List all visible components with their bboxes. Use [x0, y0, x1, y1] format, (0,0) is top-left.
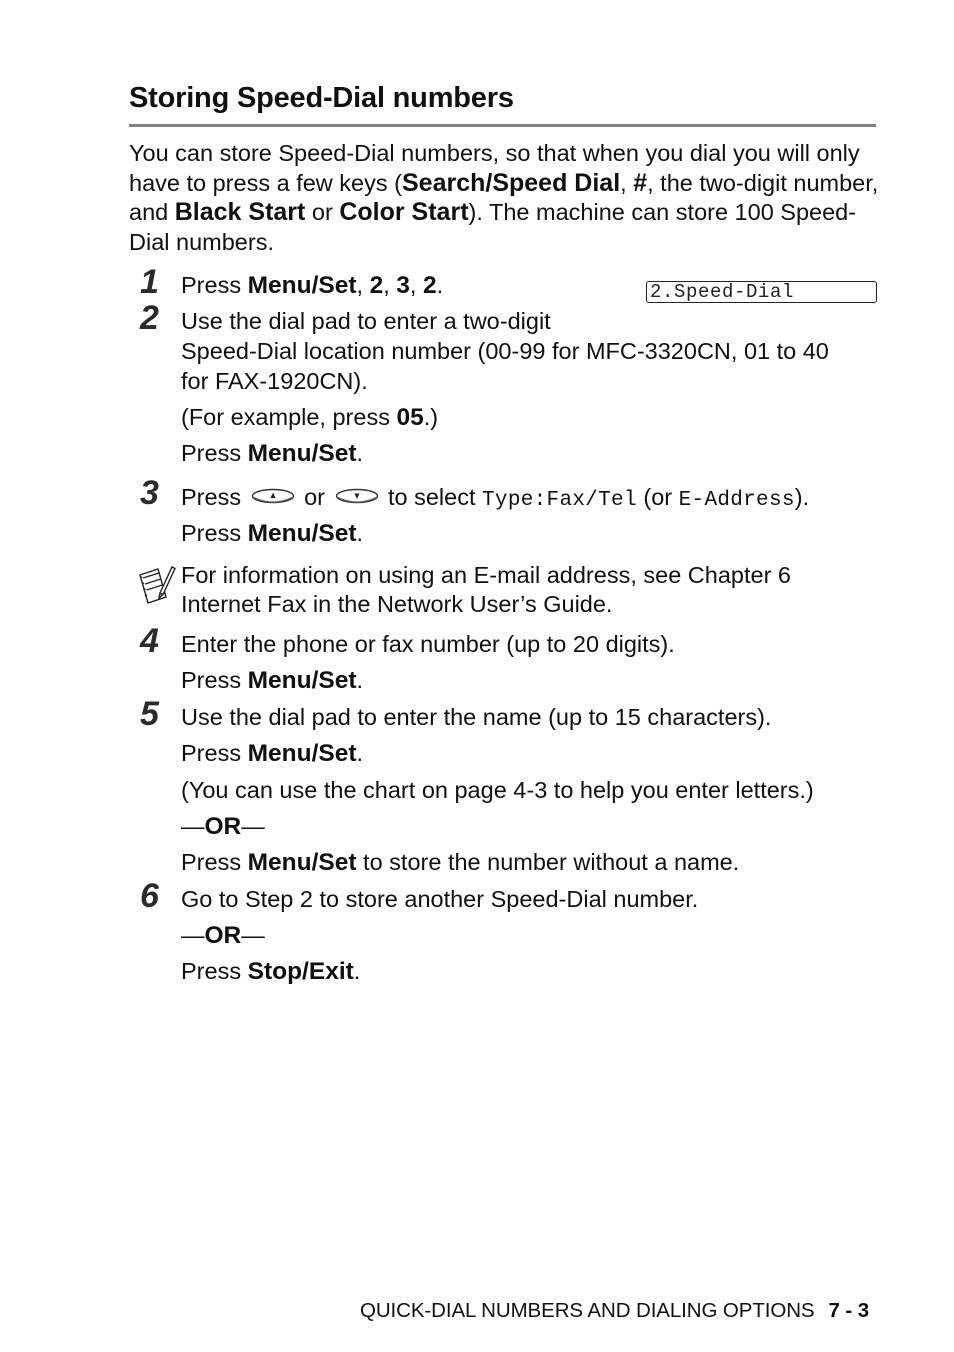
step-5-alt: [181, 848, 739, 878]
step-text: Press: [181, 740, 248, 766]
step-5-press: [181, 739, 363, 769]
step-3-press: [181, 519, 363, 549]
hash-key: #: [633, 168, 648, 197]
intro-text: You can store Speed-Dial numbers, so that when you dial you will only have to press a few keys (: [129, 140, 860, 196]
intro-text: ,: [620, 169, 634, 196]
or-word: OR: [204, 813, 242, 840]
menu-set-key: Menu/Set: [247, 440, 357, 467]
step-number-2: 2: [140, 299, 159, 337]
dash: —: [241, 922, 265, 948]
dash: —: [241, 813, 265, 839]
color-start-key: Color Start: [339, 198, 469, 226]
step-text: Press: [181, 272, 248, 298]
option-e-address: E-Address: [678, 489, 795, 512]
dash: —: [181, 813, 205, 839]
step-number-1: 1: [140, 263, 159, 301]
note-line-1: For information on using an E-mail address, see Chapter 6: [181, 562, 792, 588]
step-text: .): [423, 404, 439, 430]
step-text: (or: [636, 484, 679, 510]
step-text: (For example, press: [181, 404, 397, 430]
or-separator: [181, 921, 265, 951]
stop-exit-key: Stop/Exit: [247, 958, 354, 985]
black-start-key: Black Start: [174, 198, 306, 226]
option-type-fax-tel: Type:Fax/Tel: [482, 489, 637, 512]
step-text: Press: [181, 849, 248, 875]
step-2-example: [181, 403, 438, 433]
separator: ,: [356, 272, 370, 298]
heading-rule: [129, 124, 876, 127]
intro-paragraph: [129, 139, 879, 257]
step-2-line-1: Use the dial pad to enter a two-digit: [181, 308, 551, 334]
lcd-display: 2.Speed-Dial: [646, 281, 877, 303]
period: .: [436, 272, 444, 298]
search-speed-dial-key: Search/Speed Dial: [401, 168, 621, 197]
key-3: 3: [396, 272, 410, 299]
menu-set-key: Menu/Set: [247, 849, 357, 876]
step-6-line-1: Go to Step 2 to store another Speed-Dial number.: [181, 886, 699, 912]
step-5-chart-note: (You can use the chart on page 4-3 to help you enter letters.): [181, 777, 814, 803]
page-footer: [360, 1299, 869, 1323]
menu-set-key: Menu/Set: [247, 520, 357, 547]
intro-text: or: [305, 199, 340, 225]
step-text: Press: [181, 484, 242, 510]
menu-set-key: Menu/Set: [247, 667, 357, 694]
step-4-line-1: Enter the phone or fax number (up to 20 digits).: [181, 631, 675, 657]
or-word: OR: [204, 922, 242, 949]
note-line-2: Internet Fax in the Network User’s Guide.: [181, 591, 613, 617]
separator: ,: [409, 272, 423, 298]
note-pad-pencil-icon: [136, 563, 176, 610]
down-arrow-key-icon: [335, 482, 379, 512]
step-number-5: 5: [140, 695, 159, 733]
dash: —: [181, 922, 205, 948]
period: .: [356, 520, 364, 546]
up-arrow-key-icon: [251, 482, 295, 512]
intro-text: , the two-digit number, and: [129, 169, 879, 225]
key-05: 05: [396, 404, 424, 431]
step-2-line-2: Speed-Dial location number (00-99 for MFC-3320CN, 01 to 40: [181, 338, 829, 364]
key-2: 2: [369, 272, 384, 299]
key-2: 2: [422, 272, 437, 299]
or-separator: [181, 812, 265, 842]
step-text: to store the number without a name.: [356, 849, 740, 875]
footer-section-title: QUICK-DIAL NUMBERS AND DIALING OPTIONS: [360, 1299, 815, 1322]
step-text: Press: [181, 520, 248, 546]
period: .: [356, 740, 364, 766]
step-4-press: [181, 666, 363, 696]
step-number-4: 4: [140, 622, 159, 660]
step-text: ).: [794, 484, 810, 510]
menu-set-key: Menu/Set: [247, 272, 357, 299]
period: .: [353, 958, 361, 984]
menu-set-key: Menu/Set: [247, 740, 357, 767]
step-text: or: [304, 484, 325, 510]
step-2-press: [181, 439, 363, 469]
step-5-line-1: Use the dial pad to enter the name (up to 15 characters).: [181, 704, 772, 730]
step-text: to select: [387, 484, 483, 510]
step-text: Press: [181, 440, 248, 466]
step-2-line-3: for FAX-1920CN).: [181, 368, 368, 394]
section-heading: Storing Speed-Dial numbers: [129, 82, 514, 114]
period: .: [356, 667, 364, 693]
page-number: 7 - 3: [828, 1299, 870, 1322]
step-number-3: 3: [140, 474, 159, 512]
step-6-press: [181, 957, 360, 987]
step-1-text: [181, 271, 443, 301]
step-text: Press: [181, 958, 248, 984]
step-3-text: [181, 483, 809, 516]
separator: ,: [383, 272, 397, 298]
period: .: [356, 440, 364, 466]
step-number-6: 6: [140, 877, 159, 915]
intro-text: ). The machine can store 100 Speed-Dial numbers.: [129, 199, 857, 255]
step-text: Press: [181, 667, 248, 693]
